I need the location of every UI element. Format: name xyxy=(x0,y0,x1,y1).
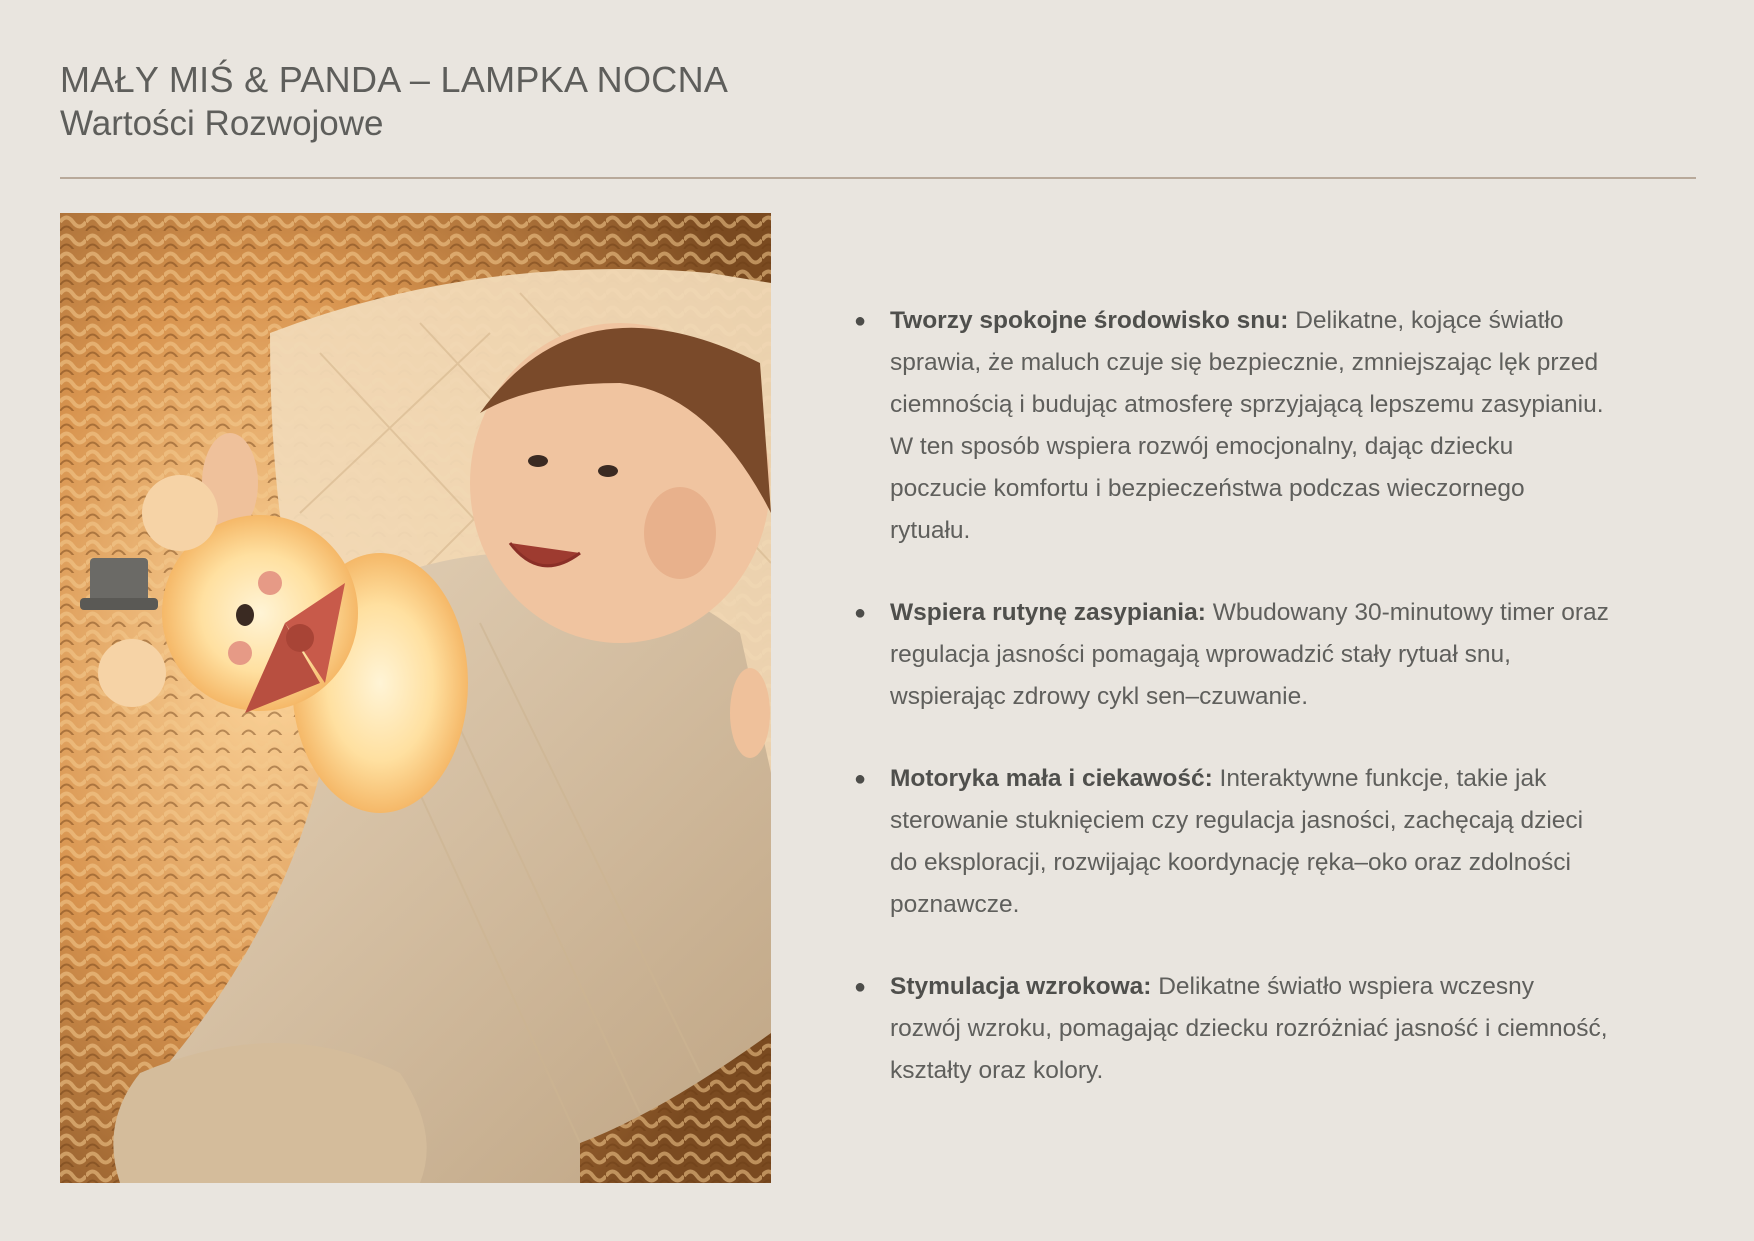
page-subtitle: Wartości Rozwojowe xyxy=(60,104,384,143)
value-term: Wspiera rutynę zasypiania: xyxy=(890,599,1206,626)
development-values xyxy=(850,300,1610,1132)
value-term: Tworzy spokojne środowisko snu: xyxy=(890,307,1289,334)
header-divider xyxy=(60,177,1696,179)
value-text: Delikatne światło wspiera wczesny rozwój wzroku, pomagając dziecku rozróżniać jasność i ciemność, kształty oraz kolory. xyxy=(890,973,1608,1084)
page-header xyxy=(60,58,728,146)
value-text: Interaktywne funkcje, takie jak sterowanie stuknięciem czy regulacja jasności, zachęcają dzieci do eksploracji, rozwijając koordynację ręka–oko oraz zdolności poznawcze. xyxy=(890,765,1584,918)
bullet-icon: ● xyxy=(854,310,867,332)
list-item xyxy=(850,758,1610,926)
bullet-icon: ● xyxy=(854,976,867,998)
bullet-icon: ● xyxy=(854,768,867,790)
value-text: Wbudowany 30-minutowy timer oraz regulacja jasności pomagają wprowadzić stały rytuał snu, wspierając zdrowy cykl sen–czuwanie. xyxy=(890,599,1609,710)
list-item xyxy=(850,966,1610,1092)
value-term: Motoryka mała i ciekawość: xyxy=(890,765,1213,792)
baby-with-bear-lamp-photo xyxy=(60,213,771,1183)
values-list xyxy=(850,300,1610,1092)
list-item xyxy=(850,592,1610,718)
value-text: Delikatne, kojące światło sprawia, że maluch czuje się bezpiecznie, zmniejszając lęk przed ciemnością i budując atmosferę sprzyjającą lepszemu zasypianiu. W ten sposób wspiera rozwój emocjonalny, dając dziecku poczucie komfortu i bezpieczeństwa podczas wieczornego rytuału. xyxy=(890,307,1604,544)
list-item xyxy=(850,300,1610,552)
bullet-icon: ● xyxy=(854,602,867,624)
value-term: Stymulacja wzrokowa: xyxy=(890,973,1152,1000)
product-photo xyxy=(60,213,771,1183)
page-title: MAŁY MIŚ & PANDA – LAMPKA NOCNA xyxy=(60,59,729,100)
